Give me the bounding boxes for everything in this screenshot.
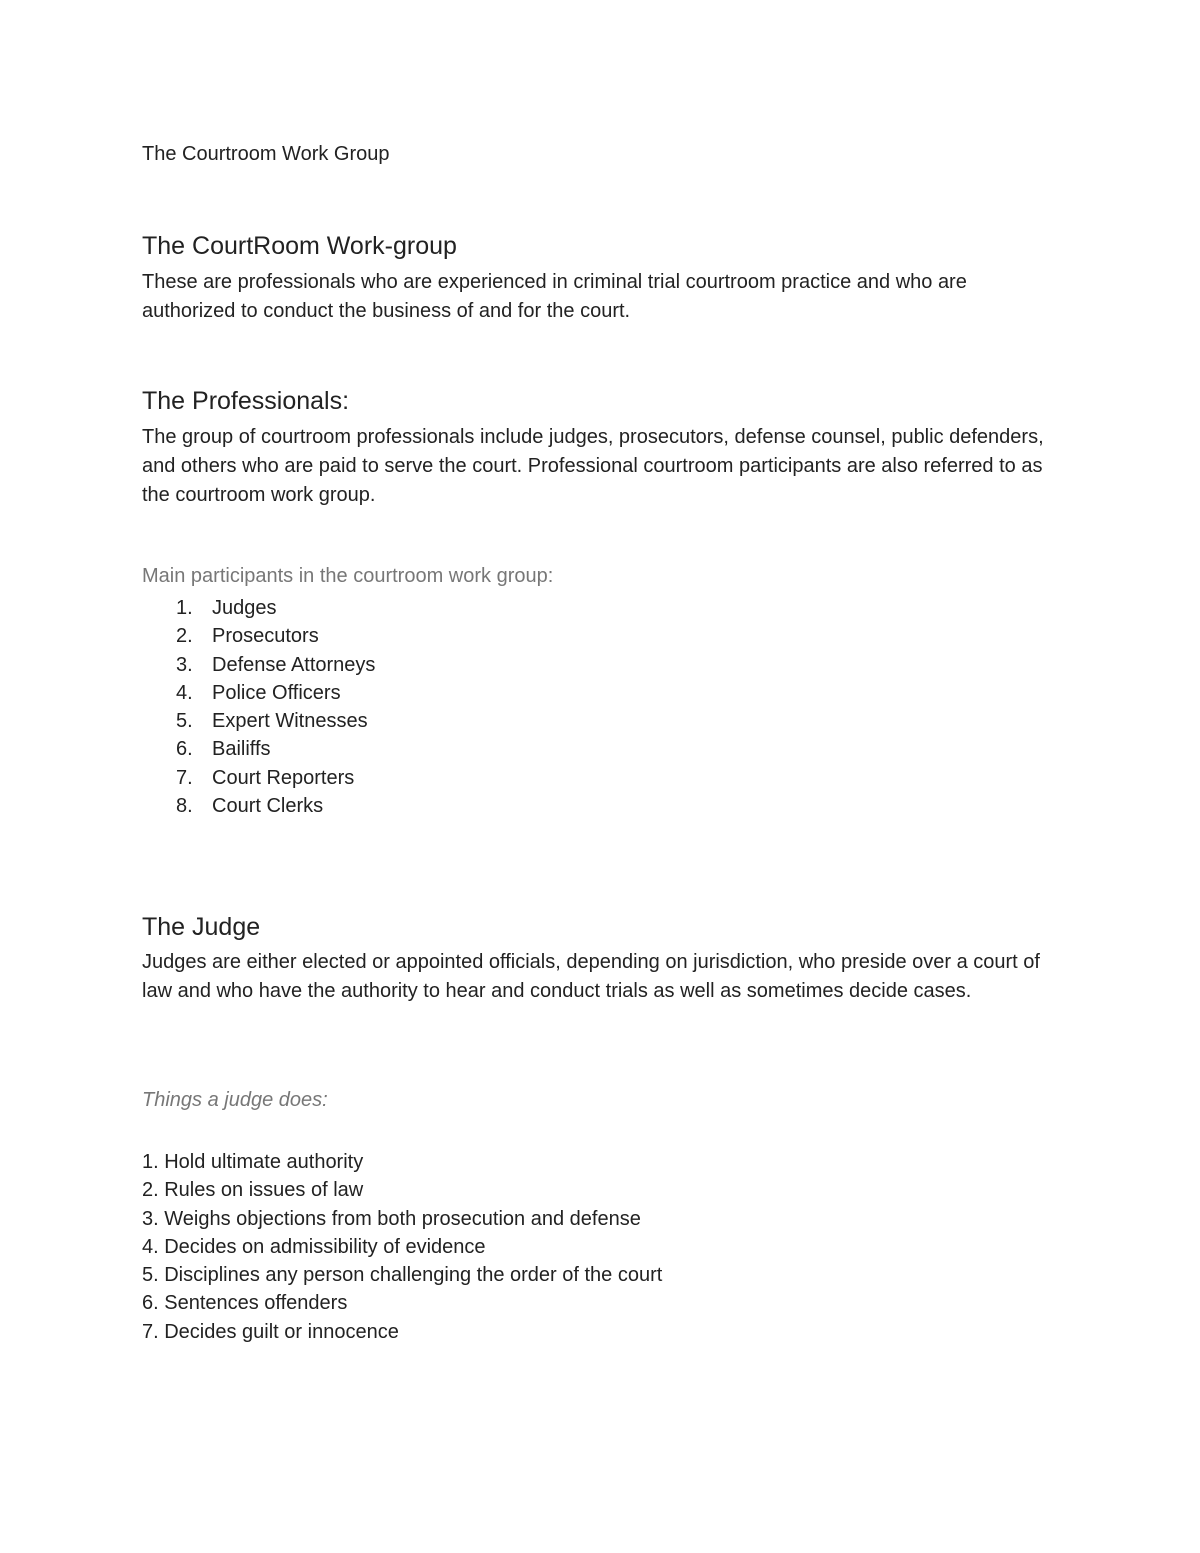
list-item: 1. Hold ultimate authority [142, 1151, 364, 1173]
list-item: 3. Defense Attorneys [176, 653, 376, 676]
judge-duties-title: Things a judge does: [142, 1089, 328, 1111]
list-item: 6. Bailiffs [176, 738, 271, 761]
professionals-paragraph: The group of courtroom professionals include judges, prosecutors, defense counsel, public defenders, and others who are paid to serve the court. Professional courtroom participants are also referred to as the courtroom work group. [142, 426, 1044, 506]
professionals-heading: The Professionals: [142, 387, 350, 415]
list-item: 3. Weighs objections from both prosecution and defense [142, 1207, 641, 1230]
list-item: 1. Judges [176, 597, 277, 619]
participants-list-title: Main participants in the courtroom work group: [142, 565, 554, 587]
document-title: The Courtroom Work Group [142, 143, 390, 165]
list-item: 4. Police Officers [176, 681, 341, 704]
list-item: 7. Court Reporters [176, 766, 355, 789]
list-item: 4. Decides on admissibility of evidence [142, 1235, 486, 1258]
judge-paragraph: Judges are either elected or appointed officials, depending on jurisdiction, who preside over a court of law and who have the authority to hear and conduct trials as well as sometimes decide cases. [142, 951, 1040, 1002]
list-item: 5. Disciplines any person challenging the order of the court [142, 1264, 663, 1287]
list-item: 7. Decides guilt or innocence [142, 1320, 399, 1343]
workgroup-heading: The CourtRoom Work-group [142, 232, 457, 260]
list-item: 5. Expert Witnesses [176, 710, 368, 733]
list-item: 8. Court Clerks [176, 795, 324, 818]
participants-list [142, 594, 375, 820]
list-item: 2. Prosecutors [176, 625, 319, 648]
workgroup-paragraph: These are professionals who are experienced in criminal trial courtroom practice and who are authorized to conduct the business of and for the court. [142, 271, 967, 322]
judge-duties-list [142, 1148, 662, 1346]
list-item: 2. Rules on issues of law [142, 1179, 364, 1202]
list-item: 6. Sentences offenders [142, 1292, 348, 1315]
judge-heading: The Judge [142, 913, 261, 941]
